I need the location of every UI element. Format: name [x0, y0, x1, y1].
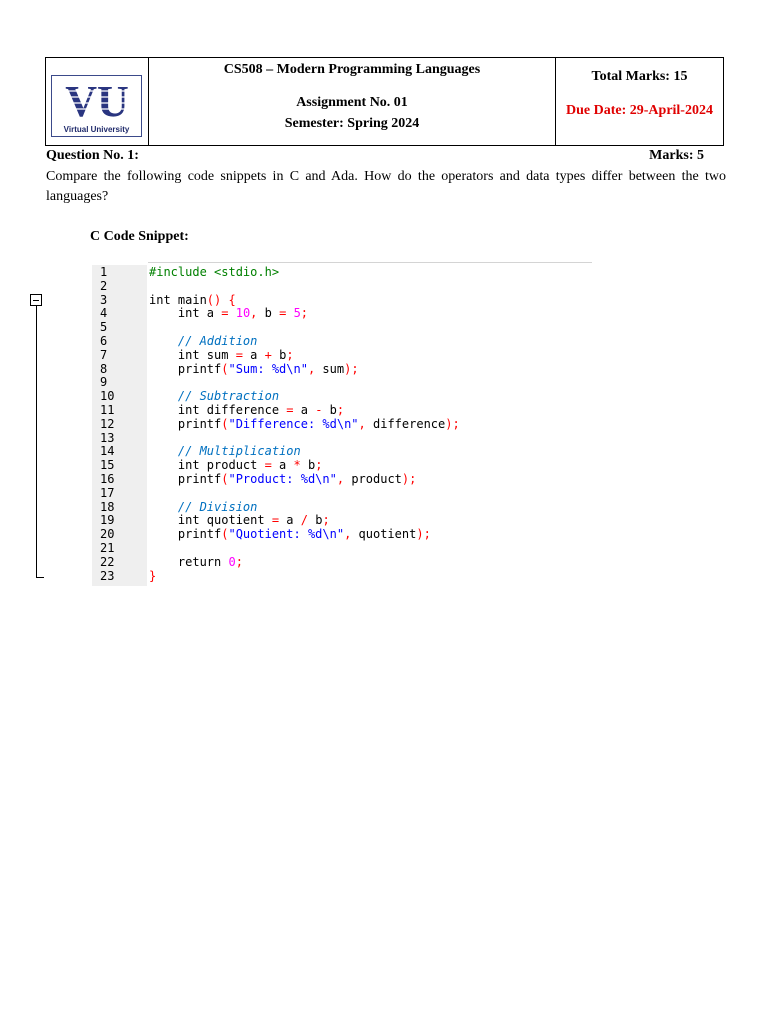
- code-text: }: [149, 568, 157, 583]
- line-number: 3: [100, 292, 108, 307]
- line-number: 16: [100, 472, 115, 486]
- header-table: [45, 57, 724, 146]
- line-number: 5: [100, 320, 108, 335]
- code-line: [92, 389, 592, 403]
- code-line: [92, 348, 592, 362]
- total-marks: Total Marks: 15: [591, 69, 688, 84]
- marks-cell: [556, 58, 723, 145]
- line-number: 1: [100, 265, 108, 279]
- university-logo: [51, 75, 142, 137]
- code-line: [92, 417, 592, 431]
- question-label: Question No. 1:: [46, 148, 139, 163]
- code-line: [92, 279, 592, 293]
- code-text: #include <stdio.h>: [149, 265, 280, 279]
- line-number: 11: [100, 403, 115, 417]
- line-number: 4: [100, 306, 108, 321]
- code-top-border: [148, 262, 592, 263]
- due-date: Due Date: 29-April-2024: [566, 103, 713, 118]
- code-text: // Division: [177, 499, 258, 514]
- semester: Semester: Spring 2024: [284, 116, 420, 131]
- code-line: [92, 431, 592, 445]
- line-number: 6: [100, 334, 108, 348]
- question-header: [46, 148, 704, 164]
- line-number: 23: [100, 568, 115, 583]
- assignment-number: Assignment No. 01: [296, 95, 408, 110]
- code-line: [92, 555, 592, 569]
- line-number: 21: [100, 541, 115, 555]
- question-text: Compare the following code snippets in C and Ada. How do the operators and data types differ between the two languages?: [46, 169, 726, 204]
- code-text: int sum = a + b;: [149, 347, 294, 362]
- line-number: 13: [100, 430, 115, 445]
- logo-cell: [46, 58, 149, 145]
- question-marks: Marks: 5: [649, 148, 704, 163]
- code-line: [92, 375, 592, 389]
- code-text: return 0;: [149, 554, 243, 569]
- line-number: 18: [100, 499, 115, 514]
- fold-guide: [36, 306, 37, 578]
- collapse-icon: [30, 294, 42, 306]
- code-text: int quotient = a / b;: [149, 513, 330, 528]
- line-number: 17: [100, 485, 115, 500]
- vu-logo-icon: [55, 79, 139, 121]
- code-line: [92, 334, 592, 348]
- code-line: [92, 265, 592, 279]
- code-line: [92, 569, 592, 583]
- course-title: CS508 – Modern Programming Languages: [223, 62, 481, 77]
- code-text: int product = a * b;: [149, 458, 323, 473]
- code-text: printf("Quotient: %d\n", quotient);: [149, 527, 431, 542]
- line-number: 20: [100, 527, 115, 542]
- code-line: [92, 500, 592, 514]
- code-text: // Subtraction: [177, 389, 280, 404]
- snippet-heading: C Code Snippet:: [90, 229, 189, 244]
- svg-text:VU: VU: [65, 79, 129, 121]
- code-line: [92, 362, 592, 376]
- line-number: 15: [100, 458, 115, 473]
- code-line: [92, 320, 592, 334]
- code-line: [92, 527, 592, 541]
- line-number: 9: [100, 375, 108, 390]
- code-text: int difference = a - b;: [149, 403, 345, 417]
- code-line: [92, 513, 592, 527]
- code-line: [92, 486, 592, 500]
- code-line: [92, 458, 592, 472]
- code-text: printf("Sum: %d\n", sum);: [149, 361, 359, 376]
- line-number: 10: [100, 389, 115, 404]
- line-number: 2: [100, 278, 108, 293]
- code-text: printf("Product: %d\n", product);: [149, 472, 417, 486]
- code-line: [92, 444, 592, 458]
- line-number: 14: [100, 444, 115, 459]
- line-number: 8: [100, 361, 108, 376]
- course-cell: [149, 58, 556, 145]
- code-line: [92, 472, 592, 486]
- code-line: [92, 403, 592, 417]
- line-number: 22: [100, 554, 115, 569]
- code-text: // Multiplication: [177, 444, 301, 459]
- code-text: int main() {: [149, 292, 236, 307]
- code-text: // Addition: [177, 334, 258, 348]
- line-number: 7: [100, 347, 108, 362]
- code-snippet: [92, 262, 592, 586]
- code-text: int a = 10, b = 5;: [149, 306, 309, 321]
- line-number: 19: [100, 513, 115, 528]
- line-number: 12: [100, 416, 115, 431]
- code-text: printf("Difference: %d\n", difference);: [149, 416, 460, 431]
- code-line: [92, 293, 592, 307]
- code-line: [92, 306, 592, 320]
- code-line: [92, 541, 592, 555]
- fold-guide-end: [36, 577, 44, 578]
- logo-text: Virtual University: [63, 125, 130, 134]
